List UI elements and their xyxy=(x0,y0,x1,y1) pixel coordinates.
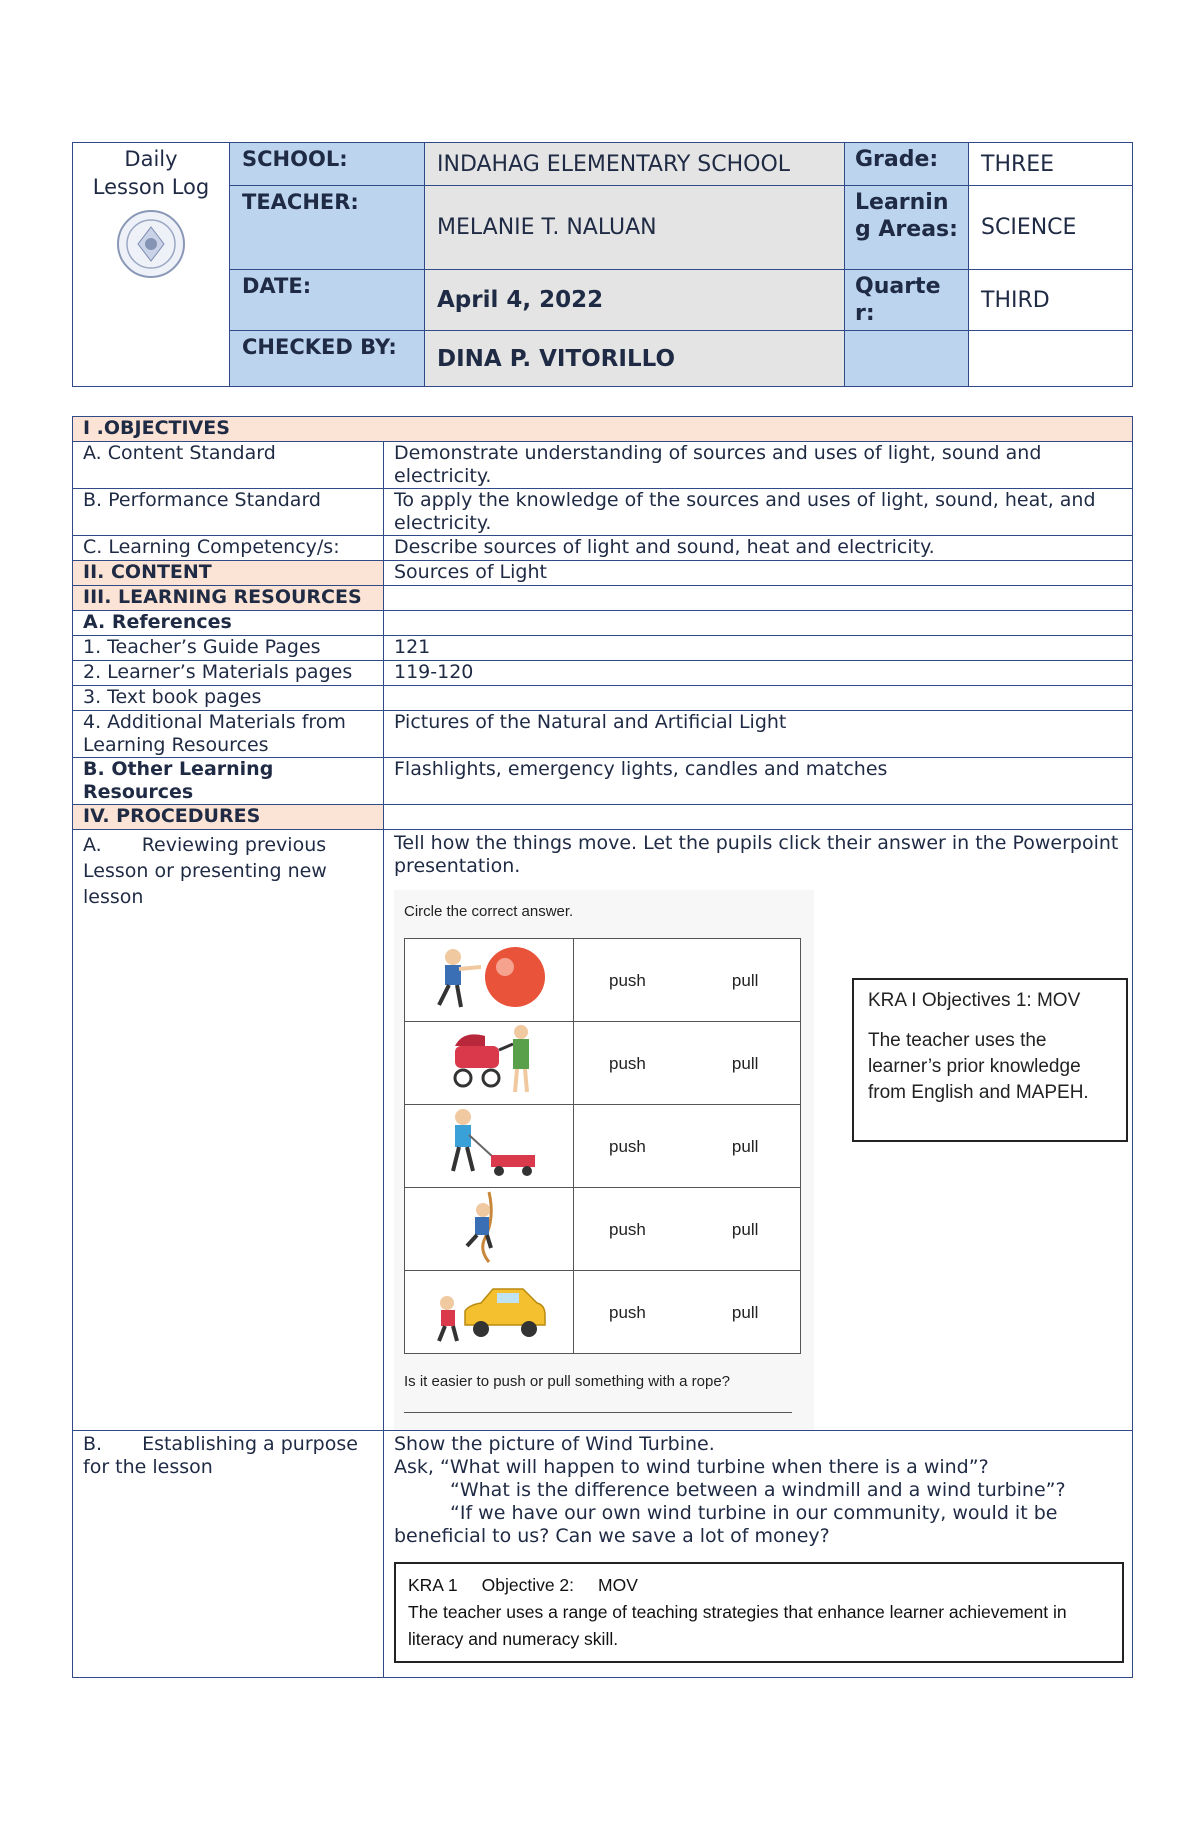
procedure-b-letter: B. xyxy=(83,1433,103,1455)
procedure-a-label xyxy=(73,830,384,1431)
worksheet-picture-cell xyxy=(405,1022,574,1105)
worksheet-options-cell xyxy=(574,1271,801,1354)
doc-title-line1: Daily xyxy=(124,147,178,171)
purpose-line-3: “What is the difference between a windmill and a wind turbine”? xyxy=(450,1479,1066,1501)
header-table xyxy=(72,142,1133,387)
boy-climbing-rope-icon xyxy=(405,1188,570,1264)
worksheet-title: Circle the correct answer. xyxy=(404,903,574,920)
option-pull[interactable]: pull xyxy=(731,1053,759,1073)
purpose-line-1: Show the picture of Wind Turbine. xyxy=(394,1433,715,1455)
blank-cell xyxy=(845,331,969,387)
learning-areas-label: Learning Areas: xyxy=(845,186,969,270)
kra2-heading xyxy=(408,1572,1110,1599)
content-standard-value: Demonstrate understanding of sources and uses of light, sound and electricity. xyxy=(384,442,1133,489)
checked-by-value: DINA P. VITORILLO xyxy=(425,331,845,387)
kra1-objective1-box xyxy=(852,978,1128,1142)
option-push[interactable]: push xyxy=(609,1302,646,1322)
blank-cell xyxy=(384,805,1133,830)
purpose-line-4-text: “If we have our own wind turbine in our community, would it be beneficial to us? Can we save a lot of money? xyxy=(394,1502,1058,1547)
worksheet-grid xyxy=(404,938,801,1354)
worksheet-options-cell xyxy=(574,1105,801,1188)
procedure-b-text: Establishing a purpose for the lesson xyxy=(83,1433,358,1478)
worksheet-options-cell xyxy=(574,939,801,1022)
content-value: Sources of Light xyxy=(384,561,1133,586)
textbook-label: 3. Text book pages xyxy=(73,686,384,711)
boy-pulling-wagon-icon xyxy=(405,1105,570,1181)
option-pull[interactable]: pull xyxy=(731,970,759,990)
kra1-objective2-box xyxy=(394,1562,1124,1663)
worksheet-question: Is it easier to push or pull something with a rope? xyxy=(404,1373,731,1390)
objectives-heading: I .OBJECTIVES xyxy=(73,417,1133,442)
teacher-label: TEACHER: xyxy=(230,186,425,270)
teachers-guide-label: 1. Teacher’s Guide Pages xyxy=(73,636,384,661)
learners-materials-value: 119-120 xyxy=(384,661,1133,686)
option-push[interactable]: push xyxy=(609,1219,646,1239)
option-pull[interactable]: pull xyxy=(731,1136,759,1156)
boy-pushing-ball-icon xyxy=(405,939,570,1015)
option-push[interactable]: push xyxy=(609,1053,646,1073)
blank-cell xyxy=(384,611,1133,636)
other-resources-value: Flashlights, emergency lights, candles and matches xyxy=(384,758,1133,805)
additional-materials-label: 4. Additional Materials from Learning Resources xyxy=(73,711,384,758)
performance-standard-label: B. Performance Standard xyxy=(73,489,384,536)
learning-resources-heading: III. LEARNING RESOURCES xyxy=(73,586,384,611)
worksheet-options-cell xyxy=(574,1188,801,1271)
option-pull[interactable]: pull xyxy=(731,1219,759,1239)
push-pull-worksheet xyxy=(394,890,814,1430)
school-value: INDAHAG ELEMENTARY SCHOOL xyxy=(425,143,845,186)
performance-standard-value: To apply the knowledge of the sources and uses of light, sound, heat, and electricity. xyxy=(384,489,1133,536)
blank-cell xyxy=(384,586,1133,611)
learners-materials-label: 2. Learner’s Materials pages xyxy=(73,661,384,686)
purpose-line-2: Ask, “What will happen to wind turbine when there is a wind”? xyxy=(394,1456,989,1478)
procedure-b-content xyxy=(384,1431,1133,1678)
kra2-text: The teacher uses a range of teaching strategies that enhance learner achievement in literacy and numeracy skill. xyxy=(408,1602,1067,1649)
worksheet-picture-cell xyxy=(405,1271,574,1354)
quarter-label: Quarter: xyxy=(845,270,969,331)
worksheet-picture-cell xyxy=(405,939,574,1022)
answer-line xyxy=(404,1412,792,1413)
learning-areas-value: SCIENCE xyxy=(969,186,1133,270)
doc-title-line2: Lesson Log xyxy=(92,175,210,199)
worksheet-picture-cell xyxy=(405,1105,574,1188)
content-heading: II. CONTENT xyxy=(73,561,384,586)
quarter-value: THIRD xyxy=(969,270,1133,331)
procedure-a-instructions: Tell how the things move. Let the pupils click their answer in the Powerpoint presentation. xyxy=(394,832,1119,877)
procedures-heading: IV. PROCEDURES xyxy=(73,805,384,830)
date-value: April 4, 2022 xyxy=(425,270,845,331)
kra2-objective: Objective 2: xyxy=(481,1575,575,1595)
purpose-line-4 xyxy=(394,1502,1122,1548)
procedure-a-letter: A. xyxy=(83,834,102,856)
teachers-guide-value: 121 xyxy=(384,636,1133,661)
references-heading: A. References xyxy=(73,611,384,636)
option-pull[interactable]: pull xyxy=(731,1302,759,1322)
learning-competency-value: Describe sources of light and sound, heat and electricity. xyxy=(384,536,1133,561)
option-push[interactable]: push xyxy=(609,1136,646,1156)
worksheet-options-cell xyxy=(574,1022,801,1105)
teacher-value: MELANIE T. NALUAN xyxy=(425,186,845,270)
kra2-kra: KRA 1 xyxy=(408,1575,458,1595)
child-pushing-car-icon xyxy=(405,1271,570,1347)
other-resources-label: B. Other Learning Resources xyxy=(73,758,384,805)
procedure-b-label xyxy=(73,1431,384,1678)
deped-seal-icon xyxy=(116,209,186,279)
school-label: SCHOOL: xyxy=(230,143,425,186)
grade-value: THREE xyxy=(969,143,1133,186)
worksheet-picture-cell xyxy=(405,1188,574,1271)
kra1-heading: KRA I Objectives 1: MOV xyxy=(868,990,1081,1011)
content-standard-label: A. Content Standard xyxy=(73,442,384,489)
grade-label: Grade: xyxy=(845,143,969,186)
procedure-a-text: Reviewing previous Lesson or presenting new lesson xyxy=(83,834,327,908)
learning-competency-label: C. Learning Competency/s: xyxy=(73,536,384,561)
checked-by-label: CHECKED BY: xyxy=(230,331,425,387)
date-label: DATE: xyxy=(230,270,425,331)
additional-materials-value: Pictures of the Natural and Artificial Light xyxy=(384,711,1133,758)
kra2-mov: MOV xyxy=(598,1575,638,1595)
blank-cell xyxy=(969,331,1133,387)
woman-pushing-stroller-icon xyxy=(405,1022,570,1098)
kra1-text: The teacher uses the learner’s prior knowledge from English and MAPEH. xyxy=(868,1030,1089,1103)
daily-lesson-log-title-cell xyxy=(73,143,230,387)
option-push[interactable]: push xyxy=(609,970,646,990)
blank-cell xyxy=(384,686,1133,711)
